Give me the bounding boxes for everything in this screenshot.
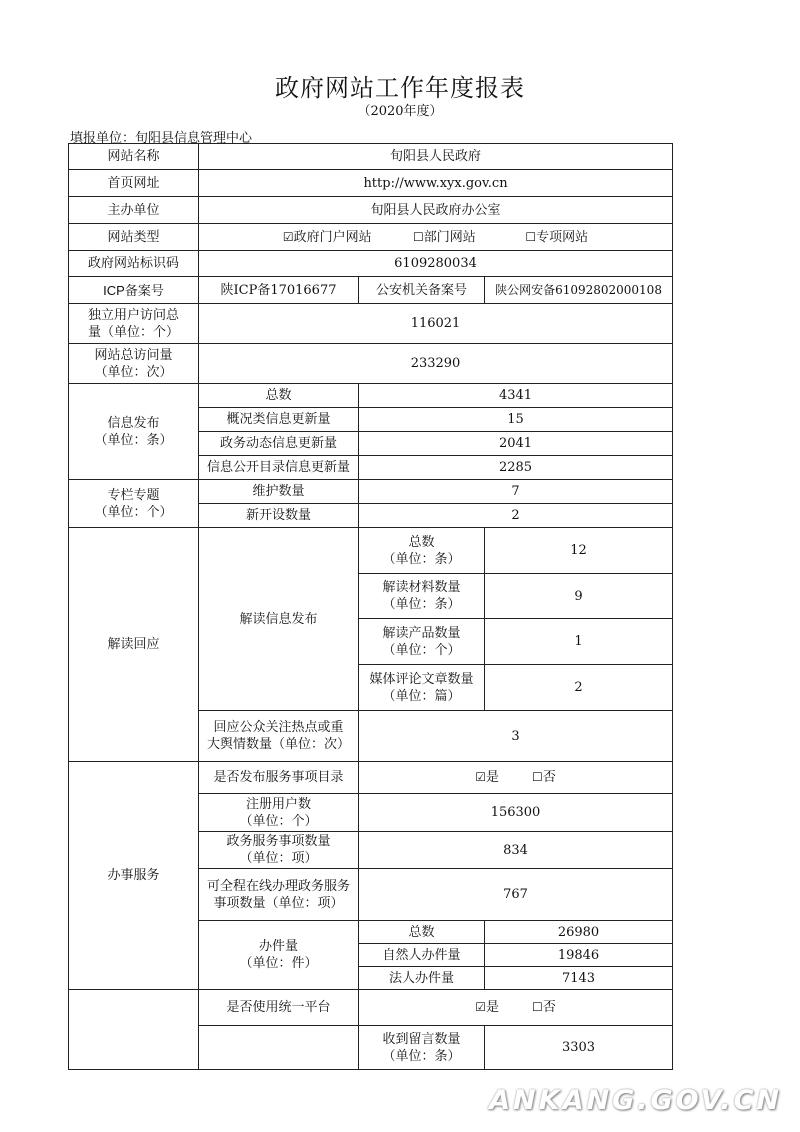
site-name-value: 旬阳县人民政府 [199, 144, 673, 170]
handle-count-label: 办件量 （单位：件） [199, 921, 359, 990]
interaction-label [69, 990, 199, 1070]
unique-visitors-label: 独立用户访问总 量（单位：个） [69, 304, 199, 344]
table-row [69, 344, 673, 384]
icp-label: ICP备案号 [69, 277, 199, 304]
unique-visitors-value: 116021 [199, 304, 673, 344]
table-row [69, 277, 673, 304]
info-dynamic-value: 2041 [359, 432, 673, 456]
sponsor-value: 旬阳县人民政府办公室 [199, 197, 673, 224]
police-record-value: 陕公网安备61092802000108 [485, 277, 673, 304]
legal-person-label: 法人办件量 [359, 967, 485, 990]
interpret-respond-value: 3 [359, 711, 673, 762]
site-type-label: 网站类型 [69, 224, 199, 251]
messages-received-label: 收到留言数量 （单位：条） [359, 1026, 485, 1070]
type-option-department: 部门网站 [423, 229, 476, 245]
info-total-label: 总数 [199, 384, 359, 408]
legal-person-value: 7143 [485, 967, 673, 990]
type-option-portal: 政府门户网站 [293, 229, 372, 245]
sponsor-label: 主办单位 [69, 197, 199, 224]
service-catalog-options [359, 762, 673, 794]
unchecked-box-icon: ☐ [525, 229, 537, 244]
info-catalog-value: 2285 [359, 456, 673, 480]
unchecked-box-icon: ☐ [532, 1000, 543, 1014]
interpret-total-value: 12 [485, 528, 673, 574]
interpret-respond-label: 回应公众关注热点或重 大舆情数量（单位：次） [199, 711, 359, 762]
interpret-material-value: 9 [485, 574, 673, 619]
table-row [69, 762, 673, 794]
column-maintain-value: 7 [359, 480, 673, 504]
natural-person-value: 19846 [485, 944, 673, 967]
table-row [69, 304, 673, 344]
service-items-value: 834 [359, 832, 673, 869]
homepage-url-value: http://www.xyx.gov.cn [199, 170, 673, 197]
column-new-label: 新开设数量 [199, 504, 359, 528]
table-row [69, 144, 673, 170]
column-label: 专栏专题 （单位：个） [69, 480, 199, 528]
table-row [69, 197, 673, 224]
interpret-material-label: 解读材料数量 （单位：条） [359, 574, 485, 619]
report-year: （2020年度） [357, 104, 443, 119]
interpret-media-label: 媒体评论文章数量 （单位：篇） [359, 665, 485, 711]
interaction-sub-label [199, 1026, 359, 1070]
registered-users-value: 156300 [359, 794, 673, 832]
unchecked-box-icon: ☐ [412, 229, 424, 244]
unified-platform-label: 是否使用统一平台 [199, 990, 359, 1026]
police-record-label: 公安机关备案号 [359, 277, 485, 304]
interpret-product-value: 1 [485, 619, 673, 665]
page-views-label: 网站总访问量 （单位：次） [69, 344, 199, 384]
service-catalog-label: 是否发布服务事项目录 [199, 762, 359, 794]
site-name-label: 网站名称 [69, 144, 199, 170]
site-id-label: 政府网站标识码 [69, 251, 199, 277]
table-row [69, 384, 673, 408]
homepage-url-label: 首页网址 [69, 170, 199, 197]
column-new-value: 2 [359, 504, 673, 528]
checked-box-icon: ☑ [475, 1000, 486, 1014]
interpret-media-value: 2 [485, 665, 673, 711]
type-option-special: 专项网站 [536, 229, 589, 245]
report-title: 政府网站工作年度报表 [275, 74, 525, 102]
info-overview-label: 概况类信息更新量 [199, 408, 359, 432]
table-row [69, 251, 673, 277]
page-views-value: 233290 [199, 344, 673, 384]
messages-received-value: 3303 [485, 1026, 673, 1070]
column-maintain-label: 维护数量 [199, 480, 359, 504]
table-row [69, 990, 673, 1026]
option-no: 否 [542, 1000, 556, 1015]
filing-unit: 填报单位：旬阳县信息管理中心 [70, 131, 253, 146]
checked-box-icon: ☑ [475, 770, 486, 784]
online-items-value: 767 [359, 869, 673, 921]
site-type-options [199, 224, 673, 251]
handle-total-value: 26980 [485, 921, 673, 944]
handle-total-label: 总数 [359, 921, 485, 944]
online-items-label: 可全程在线办理政务服务 事项数量（单位：项） [199, 869, 359, 921]
info-publish-label: 信息发布 （单位：条） [69, 384, 199, 480]
info-catalog-label: 信息公开目录信息更新量 [199, 456, 359, 480]
info-total-value: 4341 [359, 384, 673, 408]
interpret-product-label: 解读产品数量 （单位：个） [359, 619, 485, 665]
site-id-value: 6109280034 [199, 251, 673, 277]
service-items-label: 政务服务事项数量 （单位：项） [199, 832, 359, 869]
interpret-label: 解读回应 [69, 528, 199, 762]
unchecked-box-icon: ☐ [532, 770, 543, 784]
icp-value: 陕ICP备17016677 [199, 277, 359, 304]
unified-platform-options [359, 990, 673, 1026]
natural-person-label: 自然人办件量 [359, 944, 485, 967]
interpret-publish-label: 解读信息发布 [199, 528, 359, 711]
service-label: 办事服务 [69, 762, 199, 990]
checked-box-icon: ☑ [282, 229, 294, 244]
report-table [68, 143, 673, 1070]
option-no: 否 [542, 770, 556, 785]
info-overview-value: 15 [359, 408, 673, 432]
registered-users-label: 注册用户数 （单位：个） [199, 794, 359, 832]
option-yes: 是 [485, 770, 499, 785]
watermark-logo: ANKANG.GOV.CN [489, 1085, 782, 1116]
option-yes: 是 [485, 1000, 499, 1015]
info-dynamic-label: 政务动态信息更新量 [199, 432, 359, 456]
table-row [69, 224, 673, 251]
interpret-total-label: 总数 （单位：条） [359, 528, 485, 574]
table-row [69, 528, 673, 574]
table-row [69, 170, 673, 197]
table-row [69, 480, 673, 504]
